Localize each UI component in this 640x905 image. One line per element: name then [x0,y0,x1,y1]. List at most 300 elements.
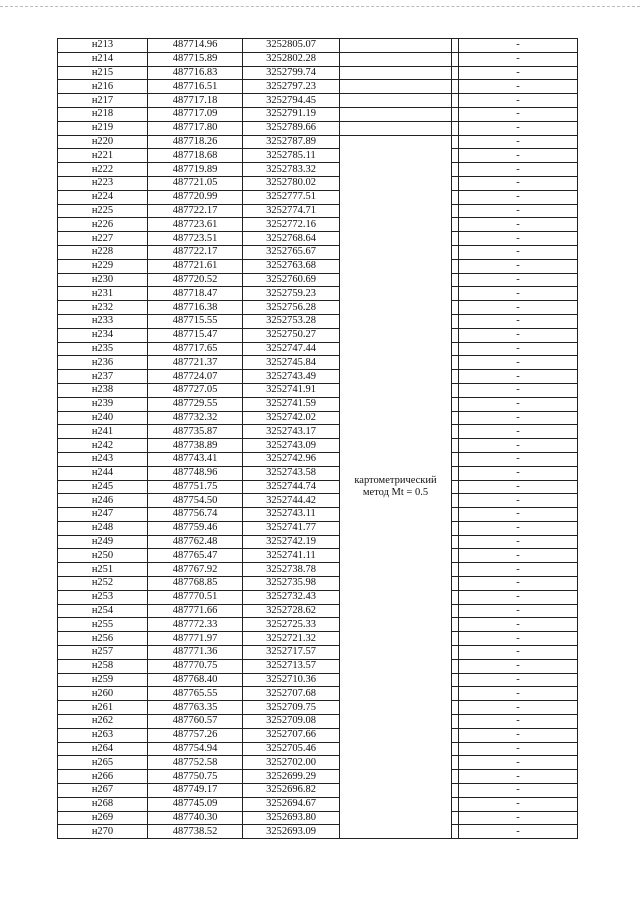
spacer-cell [452,618,459,632]
x-coordinate-cell: 487750.75 [148,770,243,784]
x-coordinate-cell: 487759.46 [148,521,243,535]
y-coordinate-cell: 3252743.11 [243,508,340,522]
point-name-cell: н214 [58,52,148,66]
x-coordinate-cell: 487767.92 [148,563,243,577]
point-name-cell: н241 [58,425,148,439]
y-coordinate-cell: 3252791.19 [243,107,340,121]
note-cell: - [459,163,578,177]
y-coordinate-cell: 3252787.89 [243,135,340,149]
point-name-cell: н240 [58,411,148,425]
note-cell: - [459,687,578,701]
note-cell: - [459,39,578,53]
spacer-cell [452,577,459,591]
spacer-cell [452,259,459,273]
point-name-cell: н224 [58,190,148,204]
table-row [58,135,578,149]
table-row [58,287,578,301]
spacer-cell [452,673,459,687]
x-coordinate-cell: 487723.51 [148,232,243,246]
y-coordinate-cell: 3252738.78 [243,563,340,577]
note-cell: - [459,383,578,397]
note-cell: - [459,521,578,535]
y-coordinate-cell: 3252785.11 [243,149,340,163]
x-coordinate-cell: 487718.26 [148,135,243,149]
table-row [58,370,578,384]
spacer-cell [452,549,459,563]
spacer-cell [452,701,459,715]
x-coordinate-cell: 487721.61 [148,259,243,273]
x-coordinate-cell: 487751.75 [148,480,243,494]
spacer-cell [452,218,459,232]
y-coordinate-cell: 3252728.62 [243,604,340,618]
spacer-cell [452,135,459,149]
page-top-rule [0,6,640,7]
point-name-cell: н230 [58,273,148,287]
x-coordinate-cell: 487721.05 [148,176,243,190]
y-coordinate-cell: 3252702.00 [243,756,340,770]
spacer-cell [452,784,459,798]
note-cell: - [459,287,578,301]
spacer-cell [452,314,459,328]
table-row [58,494,578,508]
y-coordinate-cell: 3252756.28 [243,301,340,315]
x-coordinate-cell: 487738.52 [148,825,243,839]
table-row [58,121,578,135]
note-cell: - [459,770,578,784]
x-coordinate-cell: 487717.65 [148,342,243,356]
point-name-cell: н253 [58,590,148,604]
table-row [58,535,578,549]
point-name-cell: н217 [58,94,148,108]
note-cell: - [459,563,578,577]
y-coordinate-cell: 3252710.36 [243,673,340,687]
point-name-cell: н222 [58,163,148,177]
note-cell: - [459,301,578,315]
x-coordinate-cell: 487717.80 [148,121,243,135]
spacer-cell [452,52,459,66]
y-coordinate-cell: 3252747.44 [243,342,340,356]
y-coordinate-cell: 3252760.69 [243,273,340,287]
point-name-cell: н225 [58,204,148,218]
spacer-cell [452,411,459,425]
point-name-cell: н250 [58,549,148,563]
table-row [58,301,578,315]
point-name-cell: н266 [58,770,148,784]
method-cell-empty [340,107,452,121]
method-cell-empty [340,39,452,53]
table-row [58,687,578,701]
spacer-cell [452,66,459,80]
x-coordinate-cell: 487724.07 [148,370,243,384]
table-row [58,797,578,811]
y-coordinate-cell: 3252797.23 [243,80,340,94]
table-row [58,604,578,618]
point-name-cell: н264 [58,742,148,756]
point-name-cell: н249 [58,535,148,549]
spacer-cell [452,287,459,301]
point-name-cell: н245 [58,480,148,494]
table-row [58,521,578,535]
table-row [58,784,578,798]
x-coordinate-cell: 487740.30 [148,811,243,825]
x-coordinate-cell: 487717.09 [148,107,243,121]
point-name-cell: н218 [58,107,148,121]
spacer-cell [452,590,459,604]
y-coordinate-cell: 3252744.74 [243,480,340,494]
x-coordinate-cell: 487768.85 [148,577,243,591]
spacer-cell [452,176,459,190]
x-coordinate-cell: 487760.57 [148,715,243,729]
method-cell [340,135,452,839]
spacer-cell [452,149,459,163]
point-name-cell: н258 [58,659,148,673]
spacer-cell [452,770,459,784]
table-row [58,756,578,770]
y-coordinate-cell: 3252789.66 [243,121,340,135]
table-row [58,176,578,190]
point-name-cell: н251 [58,563,148,577]
spacer-cell [452,646,459,660]
table-row [58,632,578,646]
y-coordinate-cell: 3252709.75 [243,701,340,715]
spacer-cell [452,715,459,729]
spacer-cell [452,328,459,342]
point-name-cell: н231 [58,287,148,301]
note-cell: - [459,466,578,480]
point-name-cell: н254 [58,604,148,618]
note-cell: - [459,66,578,80]
y-coordinate-cell: 3252725.33 [243,618,340,632]
note-cell: - [459,342,578,356]
x-coordinate-cell: 487715.47 [148,328,243,342]
y-coordinate-cell: 3252743.58 [243,466,340,480]
y-coordinate-cell: 3252780.02 [243,176,340,190]
spacer-cell [452,535,459,549]
table-row [58,508,578,522]
x-coordinate-cell: 487718.47 [148,287,243,301]
note-cell: - [459,646,578,660]
note-cell: - [459,811,578,825]
y-coordinate-cell: 3252742.02 [243,411,340,425]
point-name-cell: н252 [58,577,148,591]
note-cell: - [459,107,578,121]
note-cell: - [459,232,578,246]
spacer-cell [452,94,459,108]
x-coordinate-cell: 487754.94 [148,742,243,756]
y-coordinate-cell: 3252745.84 [243,356,340,370]
y-coordinate-cell: 3252783.32 [243,163,340,177]
table-row [58,356,578,370]
spacer-cell [452,466,459,480]
note-cell: - [459,94,578,108]
point-name-cell: н268 [58,797,148,811]
point-name-cell: н267 [58,784,148,798]
note-cell: - [459,356,578,370]
table-row [58,342,578,356]
note-cell: - [459,218,578,232]
x-coordinate-cell: 487721.37 [148,356,243,370]
y-coordinate-cell: 3252768.64 [243,232,340,246]
table-row [58,52,578,66]
x-coordinate-cell: 487768.40 [148,673,243,687]
x-coordinate-cell: 487771.66 [148,604,243,618]
note-cell: - [459,52,578,66]
table-row [58,39,578,53]
point-name-cell: н269 [58,811,148,825]
spacer-cell [452,508,459,522]
note-cell: - [459,121,578,135]
y-coordinate-cell: 3252759.23 [243,287,340,301]
y-coordinate-cell: 3252705.46 [243,742,340,756]
note-cell: - [459,80,578,94]
y-coordinate-cell: 3252743.17 [243,425,340,439]
x-coordinate-cell: 487743.41 [148,452,243,466]
note-cell: - [459,508,578,522]
table-row [58,218,578,232]
x-coordinate-cell: 487720.99 [148,190,243,204]
point-name-cell: н226 [58,218,148,232]
point-name-cell: н238 [58,383,148,397]
note-cell: - [459,397,578,411]
table-row [58,80,578,94]
spacer-cell [452,245,459,259]
note-cell: - [459,825,578,839]
spacer-cell [452,232,459,246]
x-coordinate-cell: 487770.51 [148,590,243,604]
spacer-cell [452,370,459,384]
note-cell: - [459,370,578,384]
x-coordinate-cell: 487752.58 [148,756,243,770]
point-name-cell: н261 [58,701,148,715]
note-cell: - [459,439,578,453]
note-cell: - [459,149,578,163]
y-coordinate-cell: 3252741.59 [243,397,340,411]
note-cell: - [459,784,578,798]
table-row [58,314,578,328]
x-coordinate-cell: 487765.55 [148,687,243,701]
y-coordinate-cell: 3252772.16 [243,218,340,232]
note-cell: - [459,176,578,190]
note-cell: - [459,494,578,508]
note-cell: - [459,190,578,204]
point-name-cell: н242 [58,439,148,453]
point-name-cell: н255 [58,618,148,632]
y-coordinate-cell: 3252774.71 [243,204,340,218]
x-coordinate-cell: 487722.17 [148,245,243,259]
point-name-cell: н270 [58,825,148,839]
spacer-cell [452,356,459,370]
y-coordinate-cell: 3252742.19 [243,535,340,549]
y-coordinate-cell: 3252713.57 [243,659,340,673]
x-coordinate-cell: 487771.97 [148,632,243,646]
note-cell: - [459,411,578,425]
note-cell: - [459,756,578,770]
spacer-cell [452,39,459,53]
note-cell: - [459,314,578,328]
spacer-cell [452,439,459,453]
table-row [58,563,578,577]
spacer-cell [452,521,459,535]
x-coordinate-cell: 487745.09 [148,797,243,811]
table-row [58,259,578,273]
x-coordinate-cell: 487715.55 [148,314,243,328]
note-cell: - [459,728,578,742]
method-cell-empty [340,80,452,94]
spacer-cell [452,742,459,756]
table-row [58,673,578,687]
spacer-cell [452,163,459,177]
spacer-cell [452,190,459,204]
y-coordinate-cell: 3252753.28 [243,314,340,328]
table-row [58,452,578,466]
x-coordinate-cell: 487770.75 [148,659,243,673]
note-cell: - [459,204,578,218]
point-name-cell: н227 [58,232,148,246]
point-name-cell: н236 [58,356,148,370]
point-name-cell: н235 [58,342,148,356]
table-row [58,425,578,439]
y-coordinate-cell: 3252805.07 [243,39,340,53]
x-coordinate-cell: 487716.83 [148,66,243,80]
point-name-cell: н247 [58,508,148,522]
y-coordinate-cell: 3252735.98 [243,577,340,591]
method-line-1: картометрический [354,474,437,486]
table-row [58,549,578,563]
y-coordinate-cell: 3252741.77 [243,521,340,535]
table-row [58,618,578,632]
point-name-cell: н239 [58,397,148,411]
table-row [58,232,578,246]
spacer-cell [452,494,459,508]
x-coordinate-cell: 487715.89 [148,52,243,66]
table-row [58,411,578,425]
table-row [58,466,578,480]
point-name-cell: н262 [58,715,148,729]
point-name-cell: н243 [58,452,148,466]
x-coordinate-cell: 487718.68 [148,149,243,163]
note-cell: - [459,632,578,646]
spacer-cell [452,121,459,135]
note-cell: - [459,577,578,591]
y-coordinate-cell: 3252693.09 [243,825,340,839]
x-coordinate-cell: 487738.89 [148,439,243,453]
x-coordinate-cell: 487749.17 [148,784,243,798]
x-coordinate-cell: 487714.96 [148,39,243,53]
table-row [58,204,578,218]
y-coordinate-cell: 3252763.68 [243,259,340,273]
spacer-cell [452,301,459,315]
table-row [58,190,578,204]
point-name-cell: н234 [58,328,148,342]
point-name-cell: н265 [58,756,148,770]
table-row [58,742,578,756]
note-cell: - [459,797,578,811]
spacer-cell [452,342,459,356]
x-coordinate-cell: 487716.38 [148,301,243,315]
coordinates-table-body [58,39,578,839]
y-coordinate-cell: 3252693.80 [243,811,340,825]
note-cell: - [459,259,578,273]
note-cell: - [459,715,578,729]
method-cell-empty [340,52,452,66]
x-coordinate-cell: 487722.17 [148,204,243,218]
point-name-cell: н215 [58,66,148,80]
spacer-cell [452,811,459,825]
y-coordinate-cell: 3252802.28 [243,52,340,66]
note-cell: - [459,273,578,287]
table-row [58,397,578,411]
spacer-cell [452,425,459,439]
spacer-cell [452,756,459,770]
note-cell: - [459,742,578,756]
point-name-cell: н219 [58,121,148,135]
x-coordinate-cell: 487757.26 [148,728,243,742]
y-coordinate-cell: 3252696.82 [243,784,340,798]
coordinates-table [57,38,578,839]
table-row [58,590,578,604]
y-coordinate-cell: 3252709.08 [243,715,340,729]
point-name-cell: н246 [58,494,148,508]
table-row [58,94,578,108]
x-coordinate-cell: 487748.96 [148,466,243,480]
table-row [58,383,578,397]
y-coordinate-cell: 3252777.51 [243,190,340,204]
point-name-cell: н257 [58,646,148,660]
x-coordinate-cell: 487720.52 [148,273,243,287]
spacer-cell [452,80,459,94]
point-name-cell: н259 [58,673,148,687]
method-cell-empty [340,66,452,80]
note-cell: - [459,425,578,439]
table-row [58,273,578,287]
y-coordinate-cell: 3252799.74 [243,66,340,80]
x-coordinate-cell: 487735.87 [148,425,243,439]
point-name-cell: н248 [58,521,148,535]
point-name-cell: н229 [58,259,148,273]
x-coordinate-cell: 487754.50 [148,494,243,508]
spacer-cell [452,797,459,811]
point-name-cell: н220 [58,135,148,149]
table-row [58,163,578,177]
note-cell: - [459,328,578,342]
table-row [58,701,578,715]
spacer-cell [452,687,459,701]
point-name-cell: н213 [58,39,148,53]
note-cell: - [459,480,578,494]
table-row [58,770,578,784]
spacer-cell [452,397,459,411]
note-cell: - [459,604,578,618]
note-cell: - [459,701,578,715]
note-cell: - [459,659,578,673]
table-row [58,149,578,163]
y-coordinate-cell: 3252794.45 [243,94,340,108]
table-row [58,439,578,453]
table-row [58,480,578,494]
table-row [58,659,578,673]
spacer-cell [452,563,459,577]
x-coordinate-cell: 487765.47 [148,549,243,563]
y-coordinate-cell: 3252765.67 [243,245,340,259]
spacer-cell [452,273,459,287]
point-name-cell: н228 [58,245,148,259]
spacer-cell [452,452,459,466]
note-cell: - [459,245,578,259]
point-name-cell: н221 [58,149,148,163]
note-cell: - [459,590,578,604]
point-name-cell: н233 [58,314,148,328]
table-row [58,245,578,259]
